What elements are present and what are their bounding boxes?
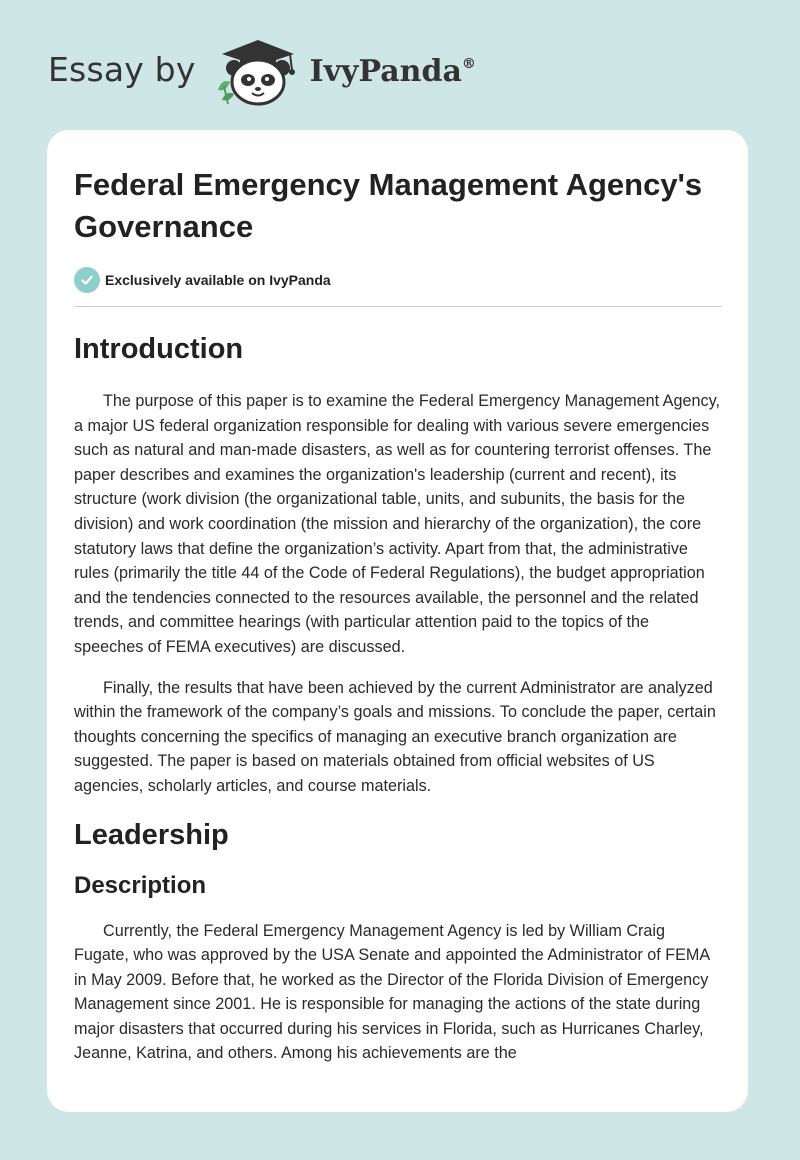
- paragraph: The purpose of this paper is to examine the Federal Emergency Management Agency, a major US federal organization responsible for dealing with various severe emergencies such as natural and man-made disasters, as well as for countering terrorist offenses. The paper describes and examines the organization's leadership (current and recent), its structure (work division (the organizational table, units, and subunits, the basis for the division) and work coordination (the mission and hierarchy of the organization), the core statutory laws that define the organization’s activity. Apart from that, the administrative rules (primarily the title 44 of the Code of Federal Regulations), the budget appropriation and the tendencies connected to the resources available, the personnel and the related trends, and committee hearings (with particular attention paid to the topics of the speeches of FEMA executives) are discussed.: [74, 392, 720, 656]
- divider: [74, 306, 722, 307]
- brand-name-text: IvyPanda: [309, 53, 462, 89]
- brand-name: [310, 54, 476, 89]
- exclusive-label: Exclusively available on IvyPanda: [105, 272, 331, 288]
- section-heading-leadership: Leadership: [74, 818, 229, 851]
- brand-prefix: Essay by: [48, 49, 196, 89]
- section-heading-introduction: Introduction: [74, 333, 244, 365]
- check-icon: [74, 267, 100, 293]
- subsection-heading-description: Description: [74, 871, 207, 899]
- brand-header[interactable]: [48, 36, 476, 108]
- exclusive-badge: [74, 266, 722, 294]
- essay-title: Federal Emergency Management Agency's Governance: [74, 167, 703, 244]
- paragraph: Finally, the results that have been achieved by the current Administrator are analyzed within the framework of the company’s goals and missions. To conclude the paper, certain thoughts concerning the specifics of managing an executive branch organization are suggested. The paper is based on materials obtained from official websites of US agencies, scholarly articles, and course materials.: [74, 678, 716, 795]
- panda-logo-icon: [212, 36, 304, 108]
- essay-card: [47, 130, 748, 1112]
- registered-mark: ®: [461, 55, 476, 72]
- paragraph: Currently, the Federal Emergency Management Agency is led by William Craig Fugate, who was approved by the USA Senate and appointed the Administrator of FEMA in May 2009. Before that, he worked as the Director of the Florida Division of Emergency Management since 2001. He is responsible for managing the actions of the state during major disasters that occurred during his services in Florida, such as Hurricanes Charley, Jeanne, Katrina, and others. Among his achievements are the: [74, 921, 710, 1063]
